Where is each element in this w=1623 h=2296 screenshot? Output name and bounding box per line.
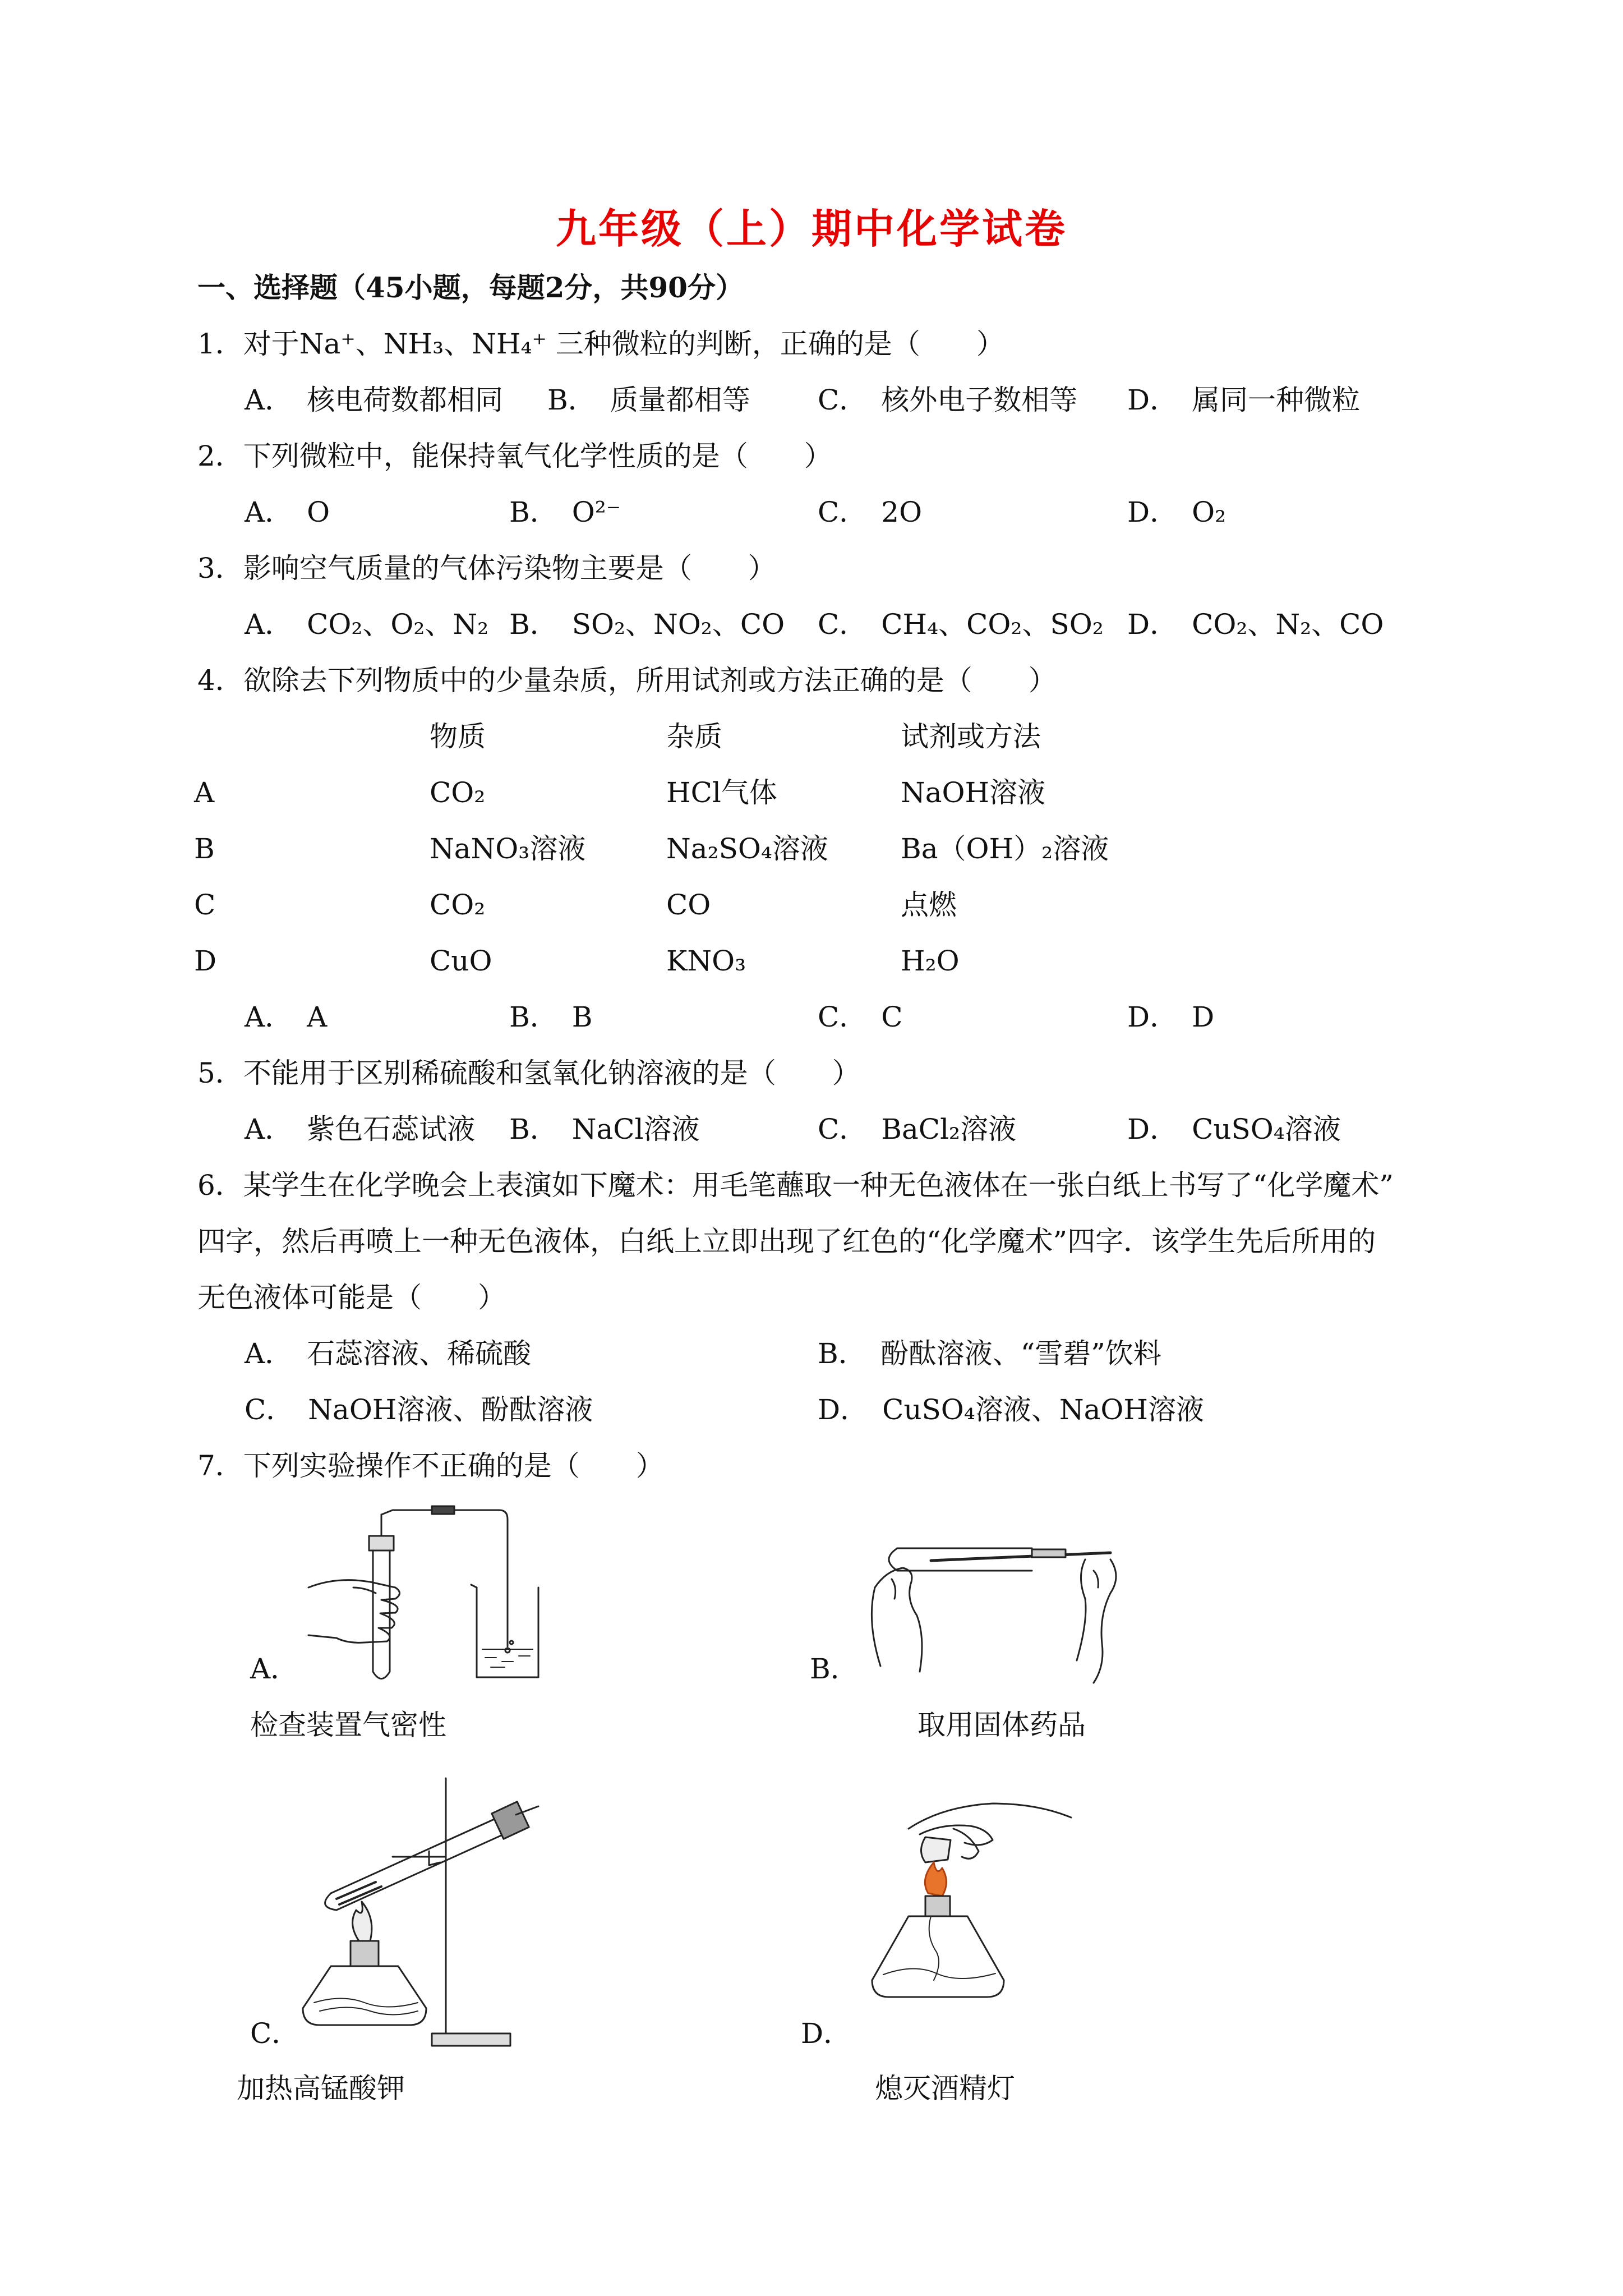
- question-5-option-a[interactable]: A． 紫色石蕊试液: [245, 1113, 476, 1145]
- page-title: 九年级（上）期中化学试卷: [555, 205, 1067, 252]
- extinguish-lamp-figure: [858, 1795, 1105, 2053]
- heating-permanganate-figure: [292, 1773, 583, 2053]
- airtightness-apparatus-figure: [303, 1503, 572, 1694]
- question-5-option-d[interactable]: D． CuSO₄溶液: [1127, 1113, 1341, 1145]
- question-4-option-a[interactable]: A． A: [245, 1001, 328, 1033]
- question-1-option-a[interactable]: A． 核电荷数都相同: [245, 384, 504, 416]
- question-1-stem: 1．对于Na⁺、NH₃、NH₄⁺ 三种微粒的判断，正确的是（ ）: [197, 328, 1004, 360]
- table-cell: CO₂: [430, 776, 486, 809]
- question-6-stem-line-3: 无色液体可能是（ ）: [197, 1281, 506, 1314]
- question-6-option-a[interactable]: A． 石蕊溶液、稀硫酸: [245, 1337, 532, 1370]
- table-cell: NaOH溶液: [901, 776, 1046, 809]
- question-3-stem: 3．影响空气质量的气体污染物主要是（ ）: [197, 552, 776, 585]
- question-2-option-b[interactable]: B． O²⁻: [509, 496, 621, 528]
- figure-a-caption: 检查装置气密性: [250, 1709, 446, 1741]
- question-4-option-d[interactable]: D． D: [1127, 1001, 1215, 1033]
- figure-b-caption: 取用固体药品: [917, 1709, 1086, 1741]
- question-5-option-c[interactable]: C． BaCl₂溶液: [818, 1113, 1017, 1145]
- table-cell: KNO₃: [666, 945, 746, 977]
- question-2-option-a[interactable]: A． O: [245, 496, 330, 528]
- table-cell: CO: [666, 889, 711, 921]
- table-row-label: C: [194, 889, 216, 921]
- question-3-option-c[interactable]: C． CH₄、CO₂、SO₂: [818, 608, 1104, 641]
- question-1-option-c[interactable]: C． 核外电子数相等: [818, 384, 1078, 416]
- table-header-method: 试剂或方法: [901, 720, 1041, 753]
- table-header-impurity: 杂质: [666, 720, 722, 753]
- figure-b-letter[interactable]: B．: [810, 1653, 859, 1685]
- question-6-stem-line-1: 6．某学生在化学晚会上表演如下魔术：用毛笔蘸取一种无色液体在一张白纸上书写了“化学魔术”: [197, 1169, 1394, 1202]
- section-heading: 一、选择题（45小题，每题2分，共90分）: [197, 271, 744, 304]
- question-3-option-b[interactable]: B． SO₂、NO₂、CO: [509, 608, 785, 641]
- figure-a-letter[interactable]: A．: [250, 1653, 299, 1685]
- question-4-option-b[interactable]: B． B: [509, 1001, 593, 1033]
- table-header-substance: 物质: [430, 720, 486, 753]
- solid-reagent-figure: [864, 1526, 1133, 1694]
- question-2-option-c[interactable]: C． 2O: [818, 496, 923, 528]
- question-3-option-d[interactable]: D． CO₂、N₂、CO: [1127, 608, 1384, 641]
- table-cell: Ba（OH）₂溶液: [901, 832, 1109, 865]
- figure-c-caption: 加热高锰酸钾: [237, 2072, 405, 2105]
- question-6-option-d[interactable]: D． CuSO₄溶液、NaOH溶液: [818, 1393, 1204, 1426]
- table-row-label: A: [194, 776, 215, 809]
- table-row-label: B: [194, 832, 215, 865]
- question-2-option-d[interactable]: D． O₂: [1127, 496, 1227, 528]
- table-cell: NaNO₃溶液: [430, 832, 586, 865]
- table-cell: H₂O: [901, 945, 960, 977]
- figure-d-letter[interactable]: D．: [801, 2017, 852, 2050]
- table-cell: Na₂SO₄溶液: [666, 832, 828, 865]
- question-6-stem-line-2: 四字，然后再喷上一种无色液体，白纸上立即出现了红色的“化学魔术”四字．该学生先后所用的: [197, 1225, 1376, 1258]
- table-cell: CuO: [430, 945, 492, 977]
- question-5-option-b[interactable]: B． NaCl溶液: [509, 1113, 700, 1145]
- table-cell: 点燃: [901, 889, 957, 921]
- table-cell: CO₂: [430, 889, 486, 921]
- table-cell: HCl气体: [666, 776, 777, 809]
- question-4-stem: 4．欲除去下列物质中的少量杂质，所用试剂或方法正确的是（ ）: [197, 664, 1057, 697]
- question-2-stem: 2．下列微粒中，能保持氧气化学性质的是（ ）: [197, 440, 832, 472]
- question-6-option-b[interactable]: B． 酚酞溶液、“雪碧”饮料: [818, 1337, 1161, 1370]
- figure-c-letter[interactable]: C．: [250, 2017, 300, 2050]
- question-5-stem: 5．不能用于区别稀硫酸和氢氧化钠溶液的是（ ）: [197, 1057, 860, 1089]
- figure-d-caption: 熄灭酒精灯: [875, 2072, 1015, 2105]
- table-row-label: D: [194, 945, 217, 977]
- question-1-option-b[interactable]: B． 质量都相等: [547, 384, 750, 416]
- question-7-stem: 7．下列实验操作不正确的是（ ）: [197, 1450, 664, 1482]
- question-3-option-a[interactable]: A． CO₂、O₂、N₂: [245, 608, 489, 641]
- question-6-option-c[interactable]: C． NaOH溶液、酚酞溶液: [245, 1393, 593, 1426]
- question-4-option-c[interactable]: C． C: [818, 1001, 903, 1033]
- question-1-option-d[interactable]: D． 属同一种微粒: [1127, 384, 1361, 416]
